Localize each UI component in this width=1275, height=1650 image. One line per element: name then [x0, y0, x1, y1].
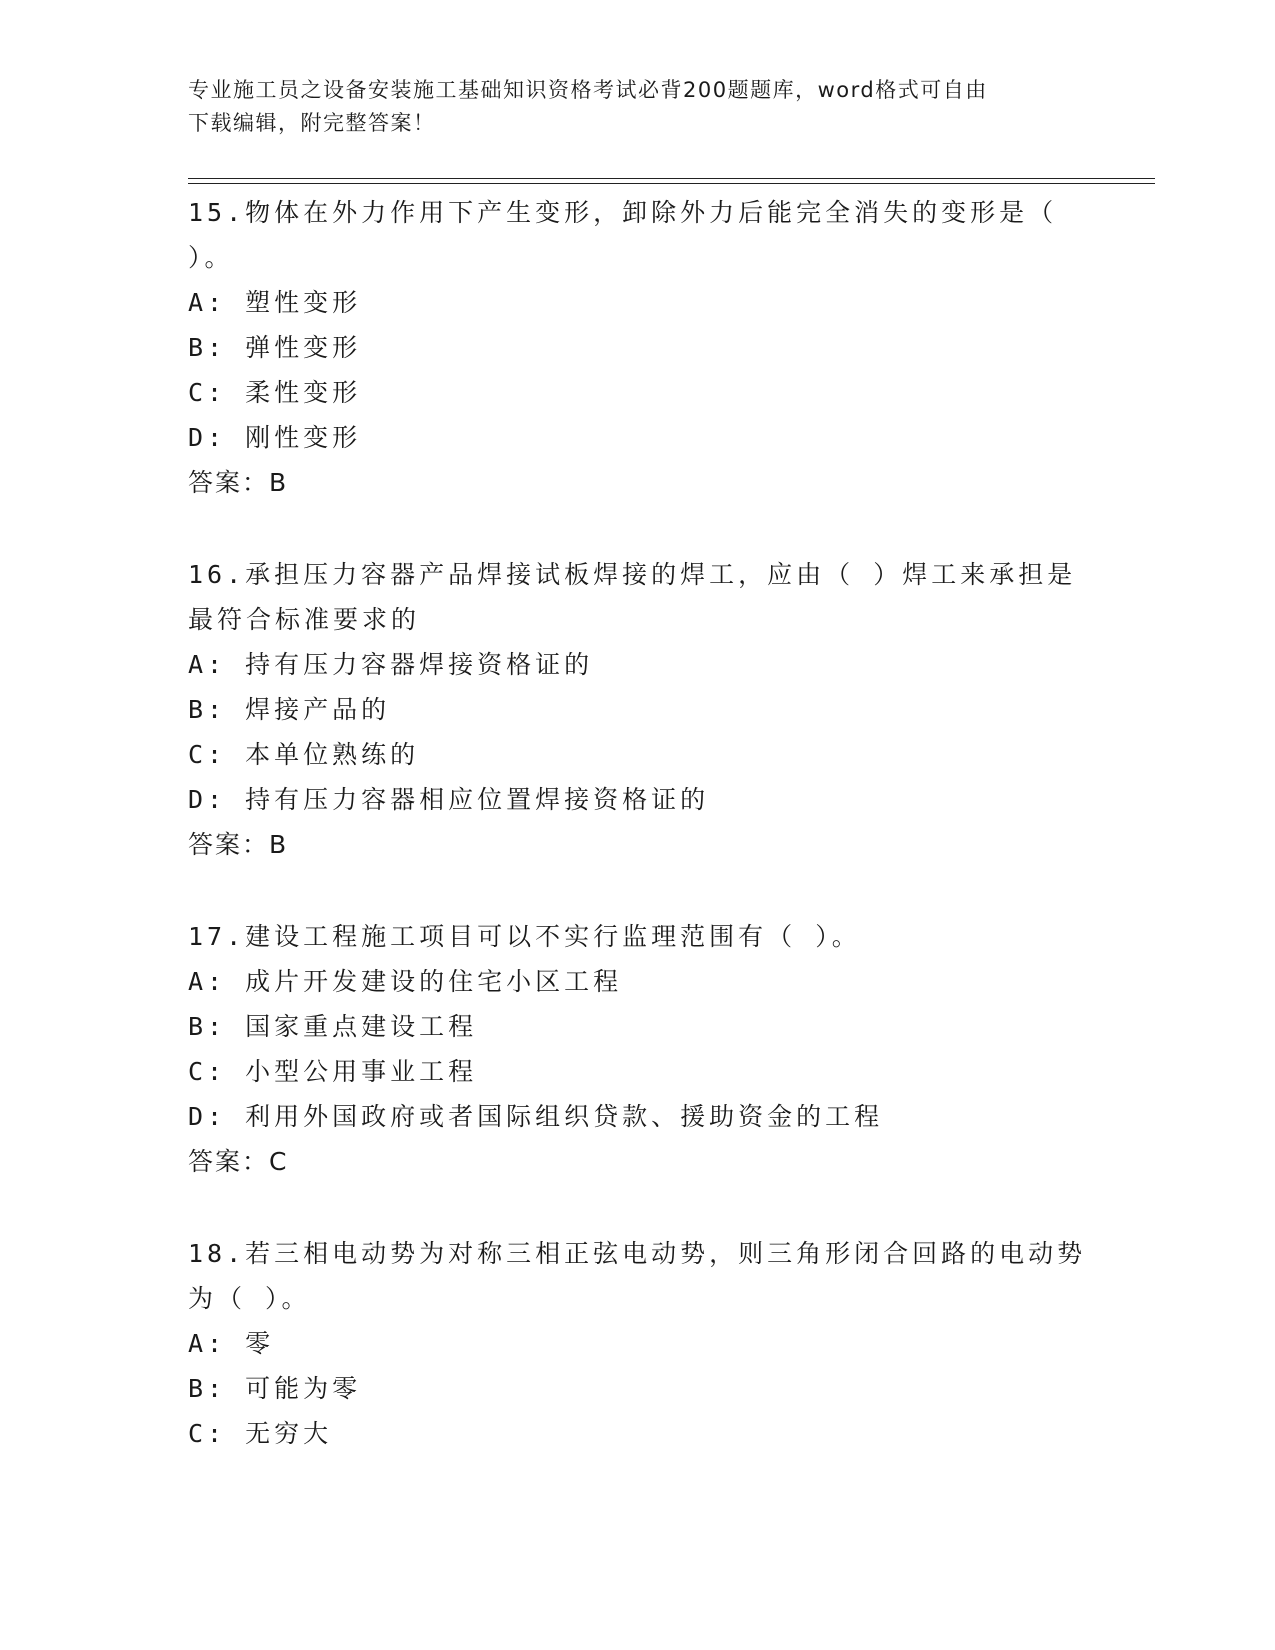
header-line-1: 专业施工员之设备安装施工基础知识资格考试必背200题题库，word格式可自由 — [188, 78, 988, 102]
question-list — [188, 190, 1088, 1456]
question-16 — [188, 552, 1088, 867]
option-a: A: 持有压力容器焊接资格证的 — [188, 650, 594, 679]
option-d: D: 持有压力容器相应位置焊接资格证的 — [188, 785, 710, 814]
answer-line: 答案：B — [188, 468, 289, 497]
option-a: A: 成片开发建设的住宅小区工程 — [188, 967, 623, 996]
question-stem-continued: 最符合标准要求的 — [188, 605, 421, 634]
question-stem-continued: ）。 — [188, 243, 234, 272]
header-rule-bottom — [188, 183, 1155, 184]
option-b: B: 弹性变形 — [188, 333, 362, 362]
question-15 — [188, 190, 1088, 505]
option-d: D: 利用外国政府或者国际组织贷款、援助资金的工程 — [188, 1102, 884, 1131]
question-stem: 18.若三相电动势为对称三相正弦电动势，则三角形闭合回路的电动势 — [188, 1239, 1087, 1268]
answer-line: 答案：B — [188, 830, 289, 859]
option-c: C: 本单位熟练的 — [188, 740, 420, 769]
question-stem-continued: 为（ ）。 — [188, 1284, 311, 1313]
question-stem: 17.建设工程施工项目可以不实行监理范围有（ ）。 — [188, 922, 861, 951]
question-17 — [188, 914, 1088, 1184]
question-gap — [188, 1184, 1088, 1231]
question-18 — [188, 1231, 1088, 1456]
option-b: B: 国家重点建设工程 — [188, 1012, 478, 1041]
header-line-2: 下载编辑，附完整答案！ — [188, 111, 436, 135]
header-rule-top — [188, 178, 1155, 179]
option-a: A: 零 — [188, 1329, 275, 1358]
option-c: C: 柔性变形 — [188, 378, 362, 407]
document-header — [188, 74, 1068, 140]
answer-line: 答案：C — [188, 1147, 289, 1176]
option-c: C: 小型公用事业工程 — [188, 1057, 478, 1086]
option-b: B: 焊接产品的 — [188, 695, 391, 724]
question-stem: 16.承担压力容器产品焊接试板焊接的焊工，应由（ ）焊工来承担是 — [188, 560, 1077, 589]
option-c: C: 无穷大 — [188, 1419, 333, 1448]
option-b: B: 可能为零 — [188, 1374, 362, 1403]
question-gap — [188, 505, 1088, 552]
question-gap — [188, 867, 1088, 914]
option-a: A: 塑性变形 — [188, 288, 362, 317]
question-stem: 15.物体在外力作用下产生变形，卸除外力后能完全消失的变形是（ — [188, 198, 1058, 227]
option-d: D: 刚性变形 — [188, 423, 362, 452]
